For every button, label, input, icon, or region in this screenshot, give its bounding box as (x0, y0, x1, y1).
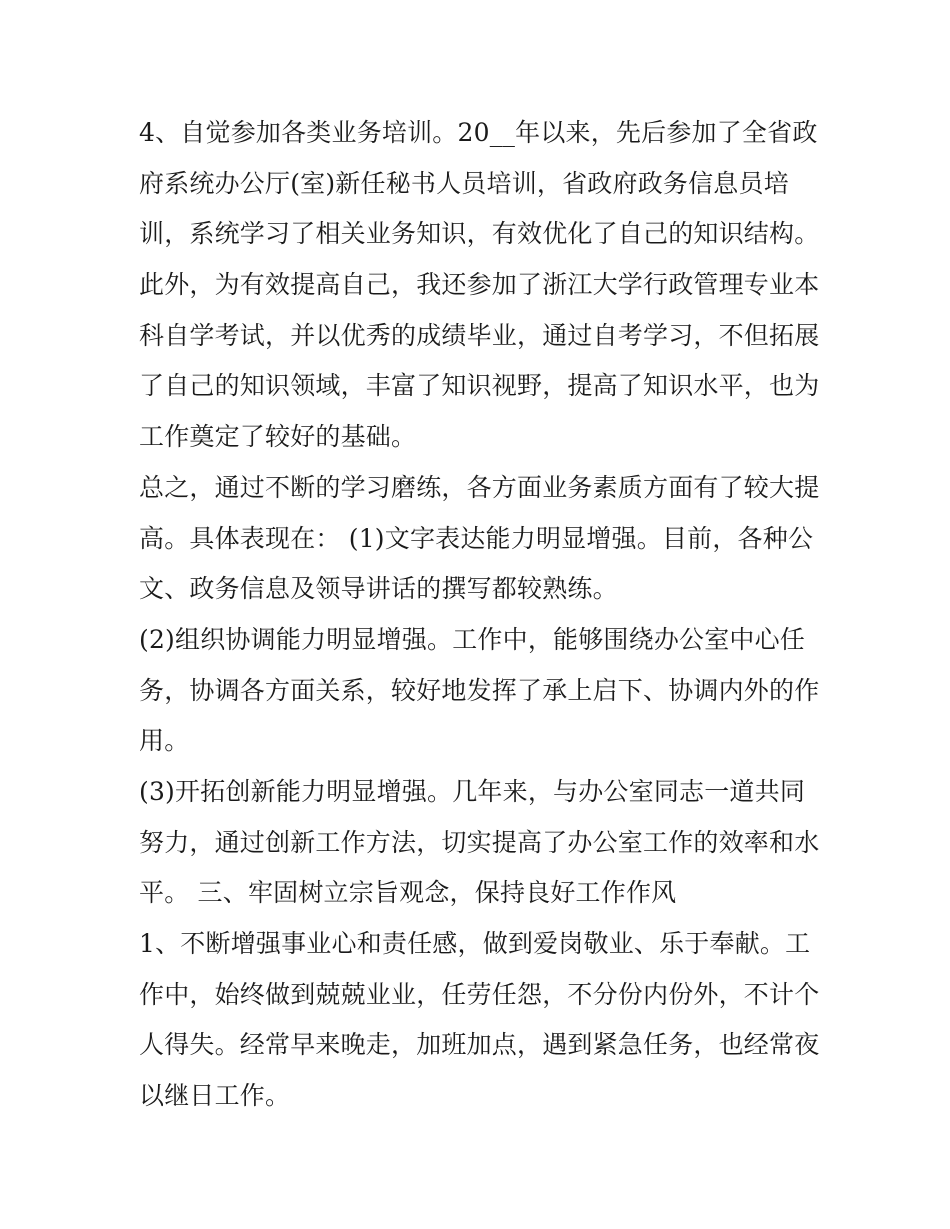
text-line: 总之，通过不断的学习磨练，各方面业务素质方面有了较大提 (139, 472, 820, 502)
text-line: 用。 (139, 726, 190, 756)
text-line: 平。 三、牢固树立宗旨观念，保持良好工作作风 (139, 878, 677, 908)
text-line: 4、自觉参加各类业务培训。20__年以来，先后参加了全省政 (139, 118, 818, 147)
text-line: 1、不断增强事业心和责任感，做到爱岗敬业、乐于奉献。工 (139, 929, 811, 958)
text-line: 务，协调各方面关系，较好地发挥了承上启下、协调内外的作 (139, 675, 820, 705)
text-line: 府系统办公厅(室)新任秘书人员培训，省政府政务信息员培 (139, 168, 789, 198)
text-line: 高。具体表现在： (1)文字表达能力明显增强。目前，各种公 (139, 523, 814, 553)
text-line: (3)开拓创新能力明显增强。几年来，与办公室同志一道共同 (139, 776, 806, 806)
text-line: 人得失。经常早来晚走，加班加点，遇到紧急任务，也经常夜 (139, 1030, 820, 1060)
text-line: (2)组织协调能力明显增强。工作中，能够围绕办公室中心任 (139, 624, 806, 654)
text-line: 工作奠定了较好的基础。 (139, 422, 417, 452)
text-line: 以继日工作。 (139, 1081, 291, 1111)
text-line: 科自学考试，并以优秀的成绩毕业，通过自考学习，不但拓展 (139, 320, 820, 350)
text-line: 文、政务信息及领导讲话的撰写都较熟练。 (139, 574, 618, 604)
text-line: 努力，通过创新工作方法，切实提高了办公室工作的效率和水 (139, 827, 820, 857)
text-line: 了自己的知识领域，丰富了知识视野，提高了知识水平，也为 (139, 371, 820, 401)
text-line: 作中，始终做到兢兢业业，任劳任怨，不分份内份外，不计个 (139, 979, 820, 1009)
text-line: 此外，为有效提高自己，我还参加了浙江大学行政管理专业本 (139, 270, 820, 300)
body-text (139, 108, 819, 1122)
text-line: 训，系统学习了相关业务知识，有效优化了自己的知识结构。 (139, 219, 820, 249)
